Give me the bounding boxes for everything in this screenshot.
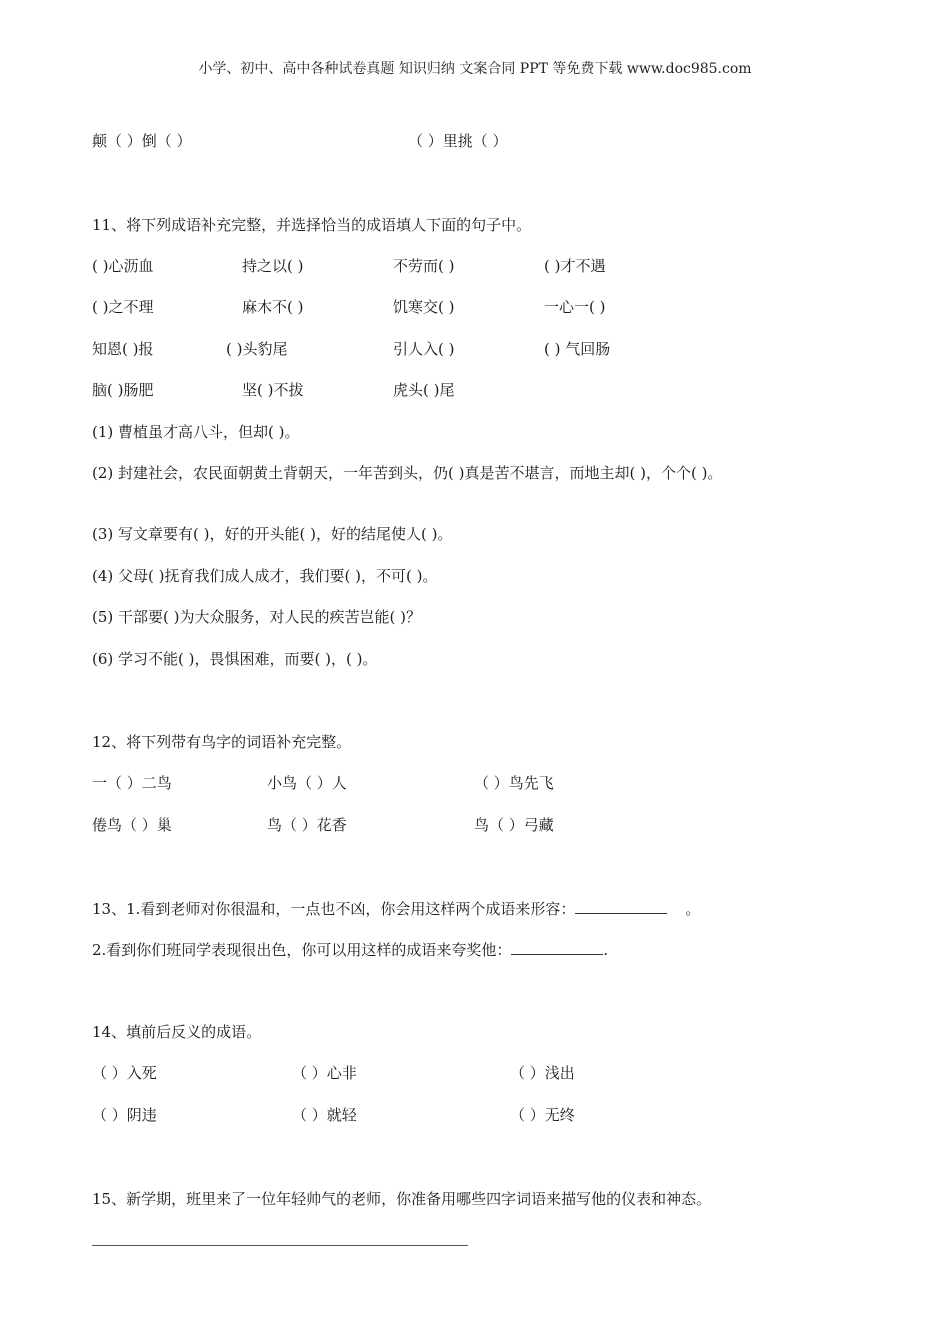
q13-punct: 。 — [685, 900, 701, 918]
q13-prompt: 13、1.看到老师对你很温和，一点也不凶，你会用这样两个成语来形容： — [92, 900, 576, 918]
idiom-blank: 坚( )不拔 — [242, 381, 304, 399]
idiom-blank: ( )心沥血 — [92, 257, 154, 275]
idiom-blank: 麻木不( ) — [242, 298, 304, 316]
idiom-blank: （ ）浅出 — [510, 1064, 575, 1082]
q13-line1 — [92, 899, 870, 919]
idiom-blank: 倦鸟（ ）巢 — [92, 816, 172, 834]
idiom-blank: （ ）里挑（ ） — [408, 132, 508, 150]
idiom-blank: ( )之不理 — [92, 298, 154, 316]
idiom-blank: （ ）阴违 — [92, 1106, 157, 1124]
answer-blank[interactable] — [575, 899, 667, 914]
idiom-blank: 一心一( ) — [544, 298, 606, 316]
q14-title: 14、填前后反义的成语。 — [92, 1023, 262, 1041]
idiom-blank: 一（ ）二鸟 — [92, 774, 172, 792]
q11-sentence: (2) 封建社会，农民面朝黄土背朝天，一年苦到头，仍( )真是苦不堪言，而地主却( )，个个( )。 — [92, 464, 723, 482]
q13-punct: . — [603, 941, 609, 959]
idiom-blank: 颠（ ）倒（ ） — [92, 132, 192, 150]
page-header: 小学、初中、高中各种试卷真题 知识归纳 文案合同 PPT 等免费下载 www.doc985.com — [198, 61, 752, 77]
idiom-blank: 鸟（ ）弓藏 — [474, 816, 554, 834]
idiom-blank: （ ）心非 — [292, 1064, 357, 1082]
q12-title: 12、将下列带有鸟字的词语补充完整。 — [92, 733, 352, 751]
q11-sentence: (6) 学习不能( )，畏惧困难，而要( )，( )。 — [92, 650, 378, 668]
q11-sentence: (1) 曹植虽才高八斗，但却( )。 — [92, 423, 300, 441]
idiom-blank: （ ）就轻 — [292, 1106, 357, 1124]
q11-sentence: (5) 干部要( )为大众服务，对人民的疾苦岂能( )？ — [92, 608, 421, 626]
idiom-blank: （ ）无终 — [510, 1106, 575, 1124]
idiom-blank: ( ) 气回肠 — [544, 340, 611, 358]
idiom-blank: 虎头( )尾 — [393, 381, 455, 399]
q13-line2 — [92, 940, 870, 960]
q11-sentence: (4) 父母( )抚育我们成人成才，我们要( )，不可( )。 — [92, 567, 438, 585]
answer-blank[interactable] — [511, 940, 603, 955]
idiom-blank: 持之以( ) — [242, 257, 304, 275]
idiom-blank: 知恩( )报 — [92, 340, 154, 358]
q11-title: 11、将下列成语补充完整，并选择恰当的成语填人下面的句子中。 — [92, 216, 532, 234]
idiom-blank: 饥寒交( ) — [393, 298, 455, 316]
q15-title: 15、新学期，班里来了一位年轻帅气的老师，你准备用哪些四字词语来描写他的仪表和神态。 — [92, 1190, 712, 1208]
idiom-blank: 引人入( ) — [393, 340, 455, 358]
idiom-blank: （ ）鸟先飞 — [474, 774, 554, 792]
idiom-blank: 不劳而( ) — [393, 257, 455, 275]
idiom-blank: 鸟（ ）花香 — [267, 816, 347, 834]
q11-sentence: (3) 写文章要有( )，好的开头能( )，好的结尾使人( )。 — [92, 525, 453, 543]
answer-line[interactable] — [92, 1245, 468, 1246]
idiom-blank: ( )才不遇 — [544, 257, 606, 275]
idiom-blank: ( )头豹尾 — [226, 340, 288, 358]
idiom-blank: 小鸟（ ）人 — [267, 774, 347, 792]
idiom-blank: 脑( )肠肥 — [92, 381, 154, 399]
q13-prompt: 2.看到你们班同学表现很出色，你可以用这样的成语来夸奖他： — [92, 941, 512, 959]
idiom-blank: （ ）入死 — [92, 1064, 157, 1082]
